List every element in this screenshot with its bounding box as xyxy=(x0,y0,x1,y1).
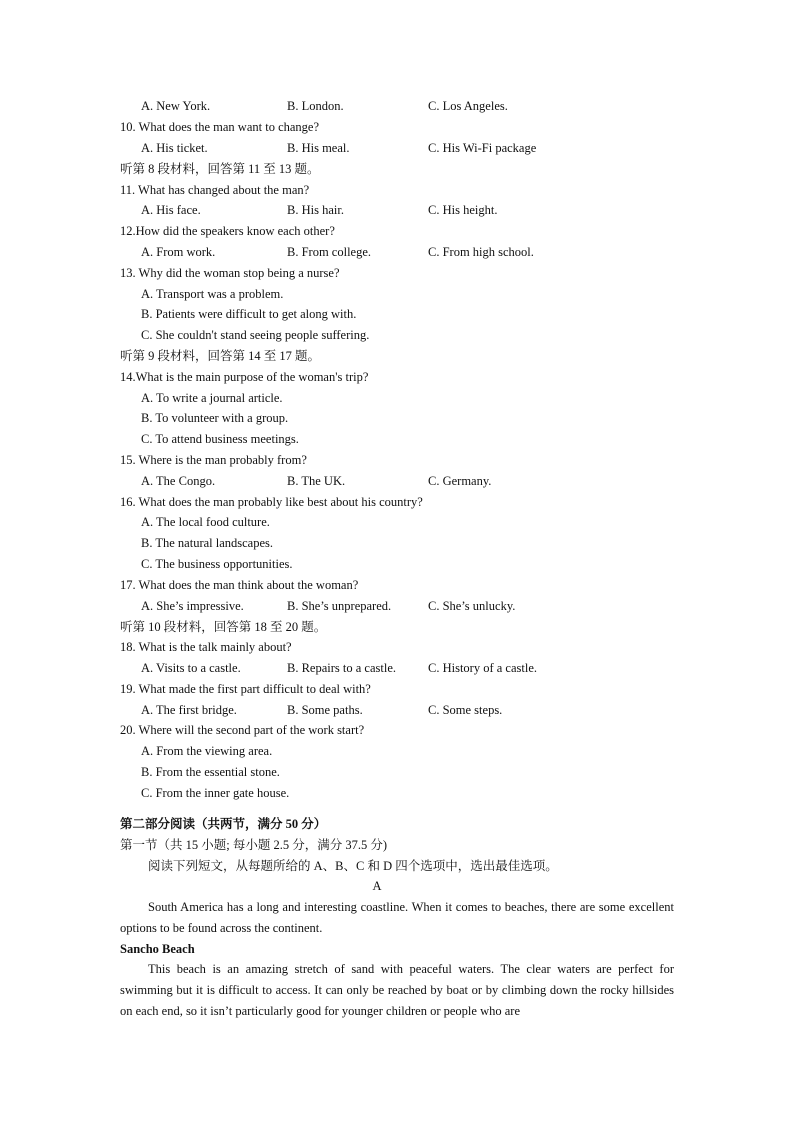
q20-question: 20. Where will the second part of the work start? xyxy=(120,723,365,737)
part-2-heading: 第二部分阅读（共两节，满分 50 分） xyxy=(120,817,327,831)
q13-option-c: C. She couldn't stand seeing people suffering. xyxy=(141,328,370,342)
q19-option-b: B. Some paths. xyxy=(287,703,363,717)
q10-question: 10. What does the man want to change? xyxy=(120,120,320,134)
passage-paragraph: This beach is an amazing stretch of sand with peaceful waters. The clear waters are perfect for swimming but it is difficult to access. It can only be reached by boat or by climbing down the rocky hillsides on each end, so it isn’t particularly good for younger children or people who are xyxy=(120,962,674,1018)
q12-question: 12.How did the speakers know each other? xyxy=(120,224,335,238)
q15-option-b: B. The UK. xyxy=(287,474,346,488)
reading-instructions: 阅读下列短文，从每题所给的 A、B、C 和 D 四个选项中，选出最佳选项。 xyxy=(148,859,558,873)
q12-option-c: C. From high school. xyxy=(428,245,534,259)
q18-question: 18. What is the talk mainly about? xyxy=(120,640,292,654)
q17-option-a: A. She’s impressive. xyxy=(141,599,244,613)
passage-intro: South America has a long and interesting coastline. When it comes to beaches, there are some excellent options to be found across the continent. xyxy=(120,900,674,935)
q11-question: 11. What has changed about the man? xyxy=(120,183,310,197)
q17-question: 17. What does the man think about the woman? xyxy=(120,578,359,592)
q9-option-b: B. London. xyxy=(287,99,344,113)
q15-question: 15. Where is the man probably from? xyxy=(120,453,307,467)
q9-option-a: A. New York. xyxy=(141,99,211,113)
q19-option-c: C. Some steps. xyxy=(428,703,503,717)
q14-option-b: B. To volunteer with a group. xyxy=(141,411,289,425)
q11-option-a: A. His face. xyxy=(141,203,201,217)
q14-question: 14.What is the main purpose of the woman's trip? xyxy=(120,370,369,384)
section-9-instruction: 听第 9 段材料，回答第 14 至 17 题。 xyxy=(120,349,321,363)
q12-option-a: A. From work. xyxy=(141,245,216,259)
q11-option-c: C. His height. xyxy=(428,203,498,217)
q13-option-b: B. Patients were difficult to get along with. xyxy=(141,307,357,321)
q10-option-c: C. His Wi-Fi package xyxy=(428,141,537,155)
beach-subheading: Sancho Beach xyxy=(120,942,195,956)
q14-option-a: A. To write a journal article. xyxy=(141,391,283,405)
q16-question: 16. What does the man probably like best about his country? xyxy=(120,495,423,509)
q17-option-b: B. She’s unprepared. xyxy=(287,599,392,613)
q16-option-c: C. The business opportunities. xyxy=(141,557,293,571)
q14-option-c: C. To attend business meetings. xyxy=(141,432,299,446)
q15-option-a: A. The Congo. xyxy=(141,474,216,488)
q9-option-c: C. Los Angeles. xyxy=(428,99,508,113)
q20-option-c: C. From the inner gate house. xyxy=(141,786,290,800)
q10-option-a: A. His ticket. xyxy=(141,141,208,155)
q11-option-b: B. His hair. xyxy=(287,203,344,217)
q10-option-b: B. His meal. xyxy=(287,141,350,155)
section-8-instruction: 听第 8 段材料，回答第 11 至 13 题。 xyxy=(120,162,320,176)
section-1-heading: 第一节（共 15 小题; 每小题 2.5 分，满分 37.5 分) xyxy=(120,838,388,852)
q20-option-a: A. From the viewing area. xyxy=(141,744,273,758)
section-10-instruction: 听第 10 段材料，回答第 18 至 20 题。 xyxy=(120,620,327,634)
q20-option-b: B. From the essential stone. xyxy=(141,765,280,779)
q15-option-c: C. Germany. xyxy=(428,474,492,488)
q12-option-b: B. From college. xyxy=(287,245,372,259)
q19-option-a: A. The first bridge. xyxy=(141,703,237,717)
q16-option-b: B. The natural landscapes. xyxy=(141,536,274,550)
q18-option-a: A. Visits to a castle. xyxy=(141,661,241,675)
q13-option-a: A. Transport was a problem. xyxy=(141,287,284,301)
q18-option-b: B. Repairs to a castle. xyxy=(287,661,396,675)
q17-option-c: C. She’s unlucky. xyxy=(428,599,516,613)
q18-option-c: C. History of a castle. xyxy=(428,661,538,675)
q16-option-a: A. The local food culture. xyxy=(141,515,270,529)
q13-question: 13. Why did the woman stop being a nurse? xyxy=(120,266,340,280)
passage-letter: A xyxy=(372,879,382,893)
q19-question: 19. What made the first part difficult to deal with? xyxy=(120,682,371,696)
